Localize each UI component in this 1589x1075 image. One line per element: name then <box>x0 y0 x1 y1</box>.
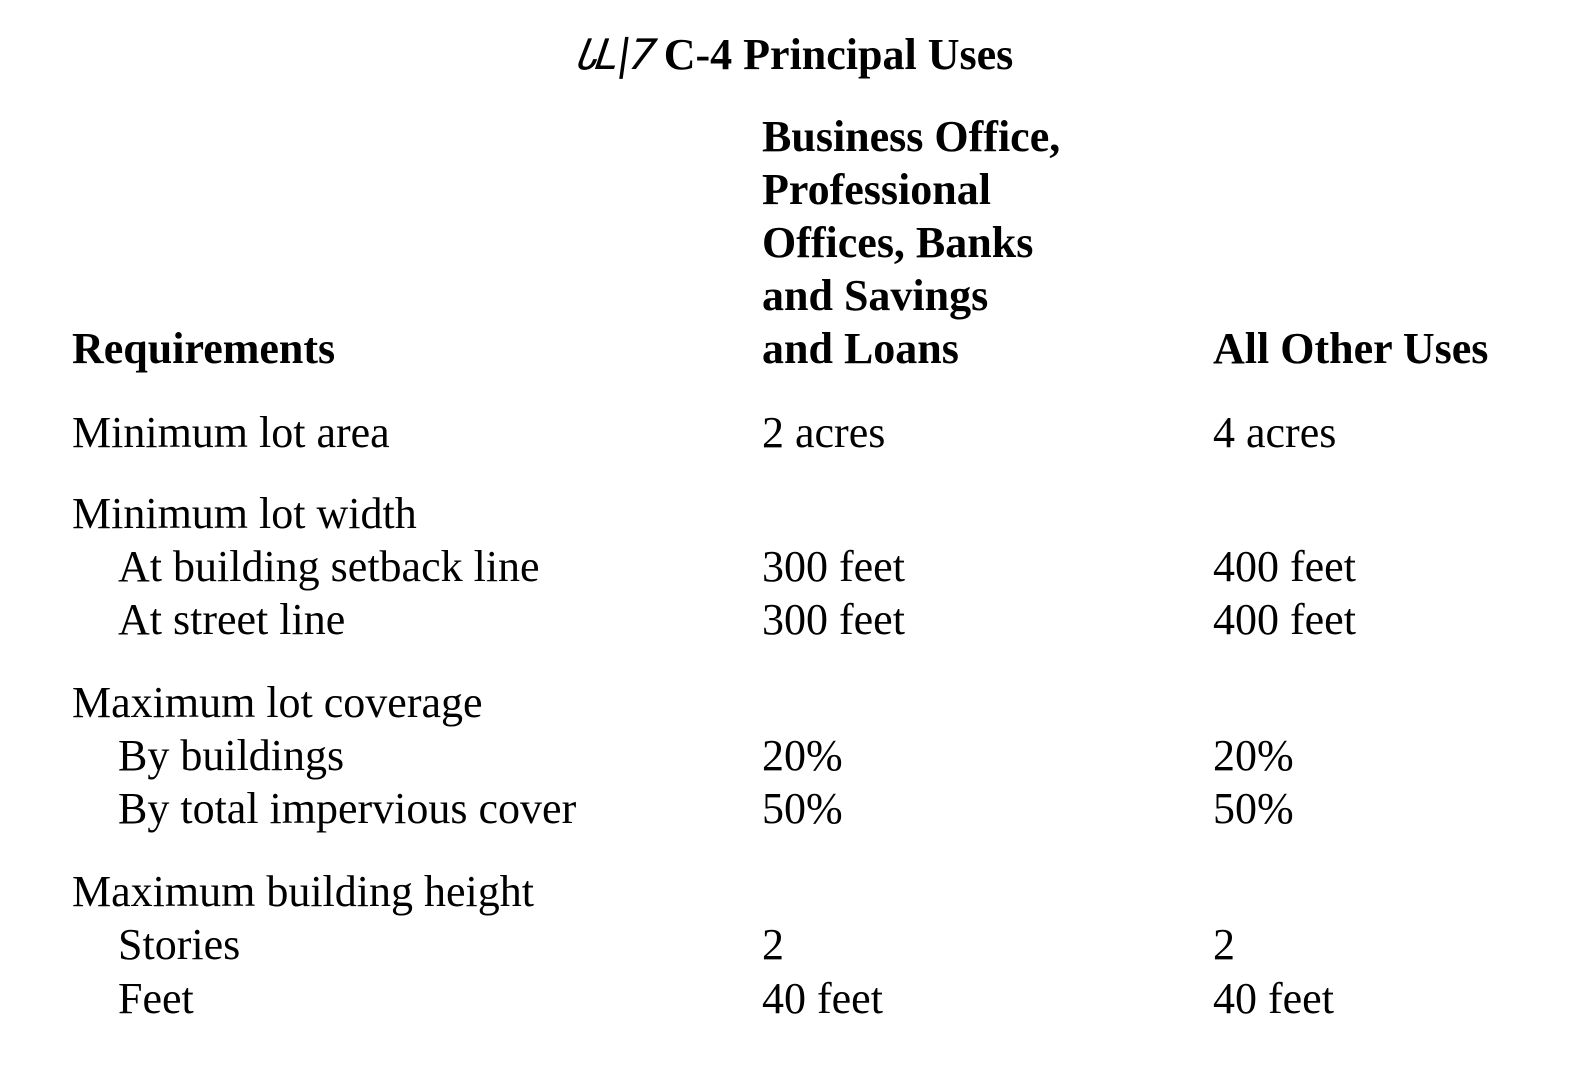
value-other-minimum-lot-area: 4 acres <box>1213 408 1337 457</box>
column-header-line: and Loans <box>762 324 959 373</box>
column-header-requirements: Requirements <box>72 324 336 373</box>
value-other-feet: 40 feet <box>1213 974 1334 1023</box>
value-business-street-line: 300 feet <box>762 595 905 644</box>
column-header-line: Business Office, <box>762 112 1061 161</box>
value-other-by-buildings: 20% <box>1213 731 1294 780</box>
value-other-impervious-cover: 50% <box>1213 784 1294 833</box>
row-label-at-street-line: At street line <box>118 595 346 644</box>
value-other-stories: 2 <box>1213 920 1235 969</box>
row-label-minimum-lot-area: Minimum lot area <box>72 408 390 457</box>
row-label-by-buildings: By buildings <box>118 731 345 780</box>
row-label-stories: Stories <box>118 920 241 969</box>
value-other-street-line: 400 feet <box>1213 595 1356 644</box>
title-text: C-4 Principal Uses <box>663 30 1014 79</box>
row-label-at-building-setback-line: At building setback line <box>118 542 540 591</box>
row-label-maximum-building-height: Maximum building height <box>72 867 534 916</box>
table-title <box>0 28 1589 82</box>
value-business-feet: 40 feet <box>762 974 883 1023</box>
column-header-line: and Savings <box>762 271 989 320</box>
value-other-setback-line: 400 feet <box>1213 542 1356 591</box>
value-business-by-buildings: 20% <box>762 731 843 780</box>
row-label-maximum-lot-coverage: Maximum lot coverage <box>72 678 483 727</box>
value-business-stories: 2 <box>762 920 784 969</box>
handwritten-annotation: ᏓL|7 <box>572 30 658 79</box>
row-label-feet: Feet <box>118 974 194 1023</box>
column-header-business-office <box>762 110 1142 375</box>
column-header-line: Offices, Banks <box>762 218 1034 267</box>
column-header-all-other-uses: All Other Uses <box>1213 324 1489 373</box>
column-header-line: Professional <box>762 165 991 214</box>
row-label-minimum-lot-width: Minimum lot width <box>72 489 417 538</box>
row-label-by-total-impervious-cover: By total impervious cover <box>118 784 577 833</box>
value-business-impervious-cover: 50% <box>762 784 843 833</box>
value-business-minimum-lot-area: 2 acres <box>762 408 886 457</box>
value-business-setback-line: 300 feet <box>762 542 905 591</box>
